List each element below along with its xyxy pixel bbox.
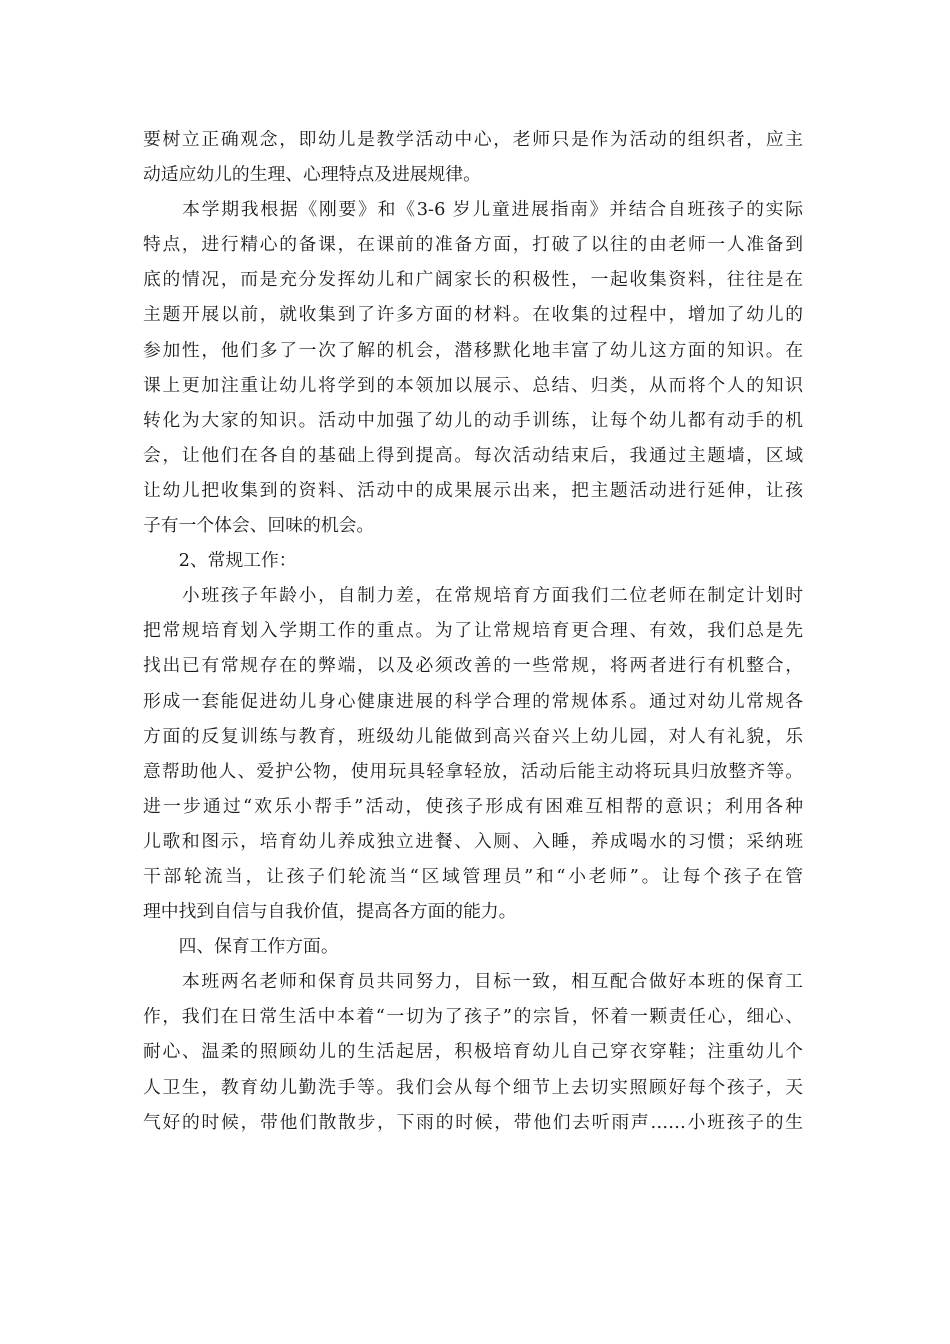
text-line: 形成一套能促进幼儿身心健康进展的科学合理的常规体系。通过对幼儿常规各 <box>143 690 803 712</box>
text-line: 把常规培育划入学期工作的重点。为了让常规培育更合理、有效，我们总是先 <box>143 620 803 642</box>
text-line: 意帮助他人、爱护公物，使用玩具轻拿轻放，活动后能主动将玩具归放整齐等。 <box>143 760 803 782</box>
text-line: 找出已有常规存在的弊端，以及必须改善的一些常规，将两者进行有机整合， <box>143 655 803 677</box>
text-line: 进一步通过“欢乐小帮手”活动，使孩子形成有困难互相帮的意识；利用各种 <box>143 795 803 817</box>
text-line: 作，我们在日常生活中本着“一切为了孩子”的宗旨，怀着一颗责任心，细心、 <box>143 1006 803 1028</box>
text-line: 会，让他们在各自的基础上得到提高。每次活动结束后，我通过主题墙，区域 <box>143 444 803 466</box>
text-line: 子有一个体会、回味的机会。 <box>143 515 375 537</box>
text-line: 儿歌和图示，培育幼儿养成独立进餐、入厕、入睡，养成喝水的习惯；采纳班 <box>143 830 803 852</box>
text-line: 动适应幼儿的生理、心理特点及进展规律。 <box>143 164 481 186</box>
text-line: 底的情况，而是充分发挥幼儿和广阔家长的积极性，一起收集资料，往往是在 <box>143 269 803 291</box>
heading-care-work <box>143 929 803 964</box>
text-line: 气好的时候，带他们散散步，下雨的时候，带他们去听雨声……小班孩子的生 <box>143 1111 803 1133</box>
text-line: 参加性，他们多了一次了解的机会，潜移默化地丰富了幼儿这方面的知识。在 <box>143 339 803 361</box>
heading-routine-work <box>143 543 803 578</box>
text-line: 主题开展以前，就收集到了许多方面的材料。在收集的过程中，增加了幼儿的 <box>143 304 803 326</box>
text-line: 方面的反复训练与教育，班级幼儿能做到高兴奋兴上幼儿园，对人有礼貌，乐 <box>143 725 803 747</box>
text-line: 本学期我根据《刚要》和《3-6 岁儿童进展指南》并结合自班孩子的实际 <box>143 199 803 221</box>
paragraph-routine-work <box>143 578 803 929</box>
text-line: 耐心、温柔的照顾幼儿的生活起居，积极培育幼儿自己穿衣穿鞋；注重幼儿个 <box>143 1041 803 1063</box>
document-body <box>143 122 803 1140</box>
text-line: 干部轮流当，让孩子们轮流当“区域管理员”和“小老师”。让每个孩子在管 <box>143 865 803 887</box>
section-heading: 2、常规工作： <box>143 550 297 572</box>
text-line: 本班两名老师和保育员共同努力，目标一致，相互配合做好本班的保育工 <box>143 971 803 993</box>
paragraph-intro-continued <box>143 122 803 192</box>
section-heading: 四、保育工作方面。 <box>143 936 339 958</box>
text-line: 特点，进行精心的备课，在课前的准备方面，打破了以往的由老师一人准备到 <box>143 234 803 256</box>
text-line: 课上更加注重让幼儿将学到的本领加以展示、总结、归类，从而将个人的知识 <box>143 374 803 396</box>
text-line: 小班孩子年龄小，自制力差，在常规培育方面我们二位老师在制定计划时 <box>143 585 803 607</box>
text-line: 转化为大家的知识。活动中加强了幼儿的动手训练，让每个幼儿都有动手的机 <box>143 409 803 431</box>
text-line: 理中找到自信与自我价值，提高各方面的能力。 <box>143 901 517 923</box>
text-line: 要树立正确观念，即幼儿是教学活动中心，老师只是作为活动的组织者，应主 <box>143 129 803 150</box>
text-line: 让幼儿把收集到的资料、活动中的成果展示出来，把主题活动进行延伸，让孩 <box>143 479 803 501</box>
text-line: 人卫生，教育幼儿勤洗手等。我们会从每个细节上去切实照顾好每个孩子，天 <box>143 1076 803 1098</box>
paragraph-semester-prep <box>143 192 803 543</box>
paragraph-care-work <box>143 964 803 1139</box>
